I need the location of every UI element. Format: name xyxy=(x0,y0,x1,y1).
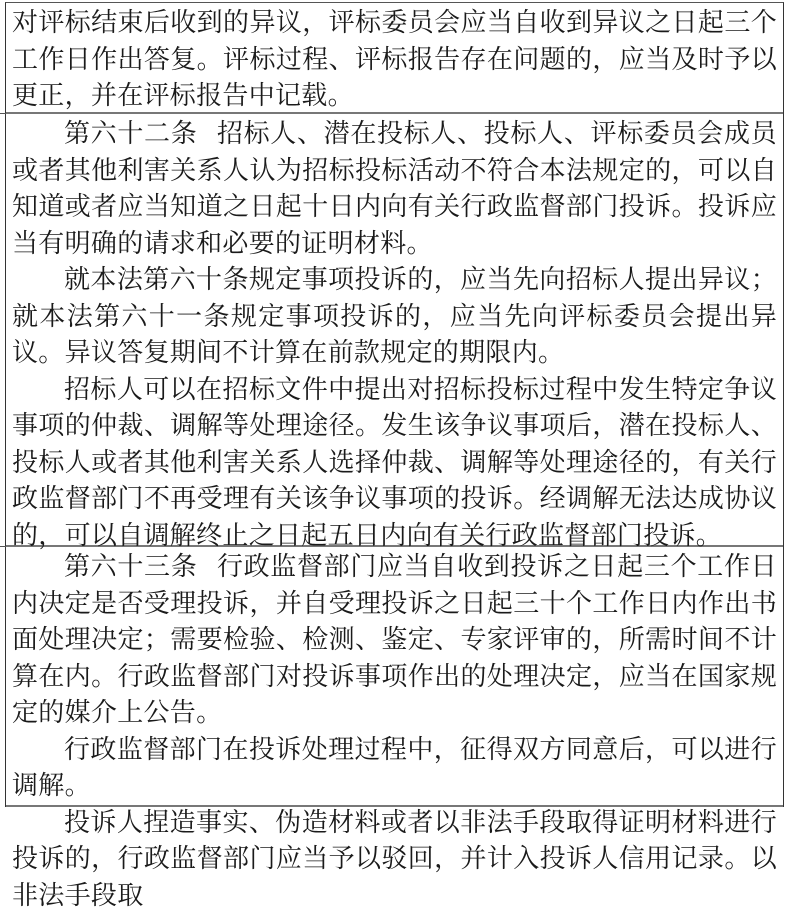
row-divider xyxy=(0,113,6,114)
paragraph-text: 行政监督部门应当自收到投诉之日起三个工作日内决定是否受理投诉，并自受理投诉之日起三十个工作日内作出书面处理决定；需要检验、检测、鉴定、专家评审的，所需时间不计算在内。行政监督部门对投诉事项作出的处理决定，应当在国家规定的媒介上公告。 xyxy=(12,552,777,728)
article-heading: 第六十二条 xyxy=(64,119,197,149)
document-table xyxy=(5,2,784,807)
paragraph xyxy=(12,549,777,732)
table-row xyxy=(6,3,783,114)
table-row xyxy=(6,547,783,807)
table-row xyxy=(6,114,783,547)
row-divider xyxy=(0,546,6,547)
paragraph: 就本法第六十条规定事项投诉的，应当先向招标人提出异议；就本法第六十一条规定事项投诉的，应当先向评标委员会提出异议。异议答复期间不计算在前款规定的期限内。 xyxy=(12,262,777,372)
paragraph: 对评标结束后收到的异议，评标委员会应当自收到异议之日起三个工作日作出答复。评标过程、评标报告存在问题的，应当及时予以更正，并在评标报告中记载。 xyxy=(12,5,777,115)
paragraph: 投诉人捏造事实、伪造材料或者以非法手段取得证明材料进行投诉的，行政监督部门应当予以驳回，并计入投诉人信用记录。以非法手段取 xyxy=(12,805,777,914)
paragraph: 招标人可以在招标文件中提出对招标投标过程中发生特定争议事项的仲裁、调解等处理途径。发生该争议事项后，潜在投标人、投标人或者其他利害关系人选择仲裁、调解等处理途径的，有关行政监督部门不再受理有关该争议事项的投诉。经调解无法达成协议的，可以自调解终止之日起五日内向有关行政监督部门投诉。 xyxy=(12,372,777,555)
paragraph xyxy=(12,116,777,262)
article-heading: 第六十三条 xyxy=(64,552,197,582)
paragraph: 行政监督部门在投诉处理过程中，征得双方同意后，可以进行调解。 xyxy=(12,732,777,805)
paragraph-text: 招标人、潜在投标人、投标人、评标委员会成员或者其他利害关系人认为招标投标活动不符合本法规定的，可以自知道或者应当知道之日起十日内向有关行政监督部门投诉。投诉应当有明确的请求和必要的证明材料。 xyxy=(12,119,777,259)
